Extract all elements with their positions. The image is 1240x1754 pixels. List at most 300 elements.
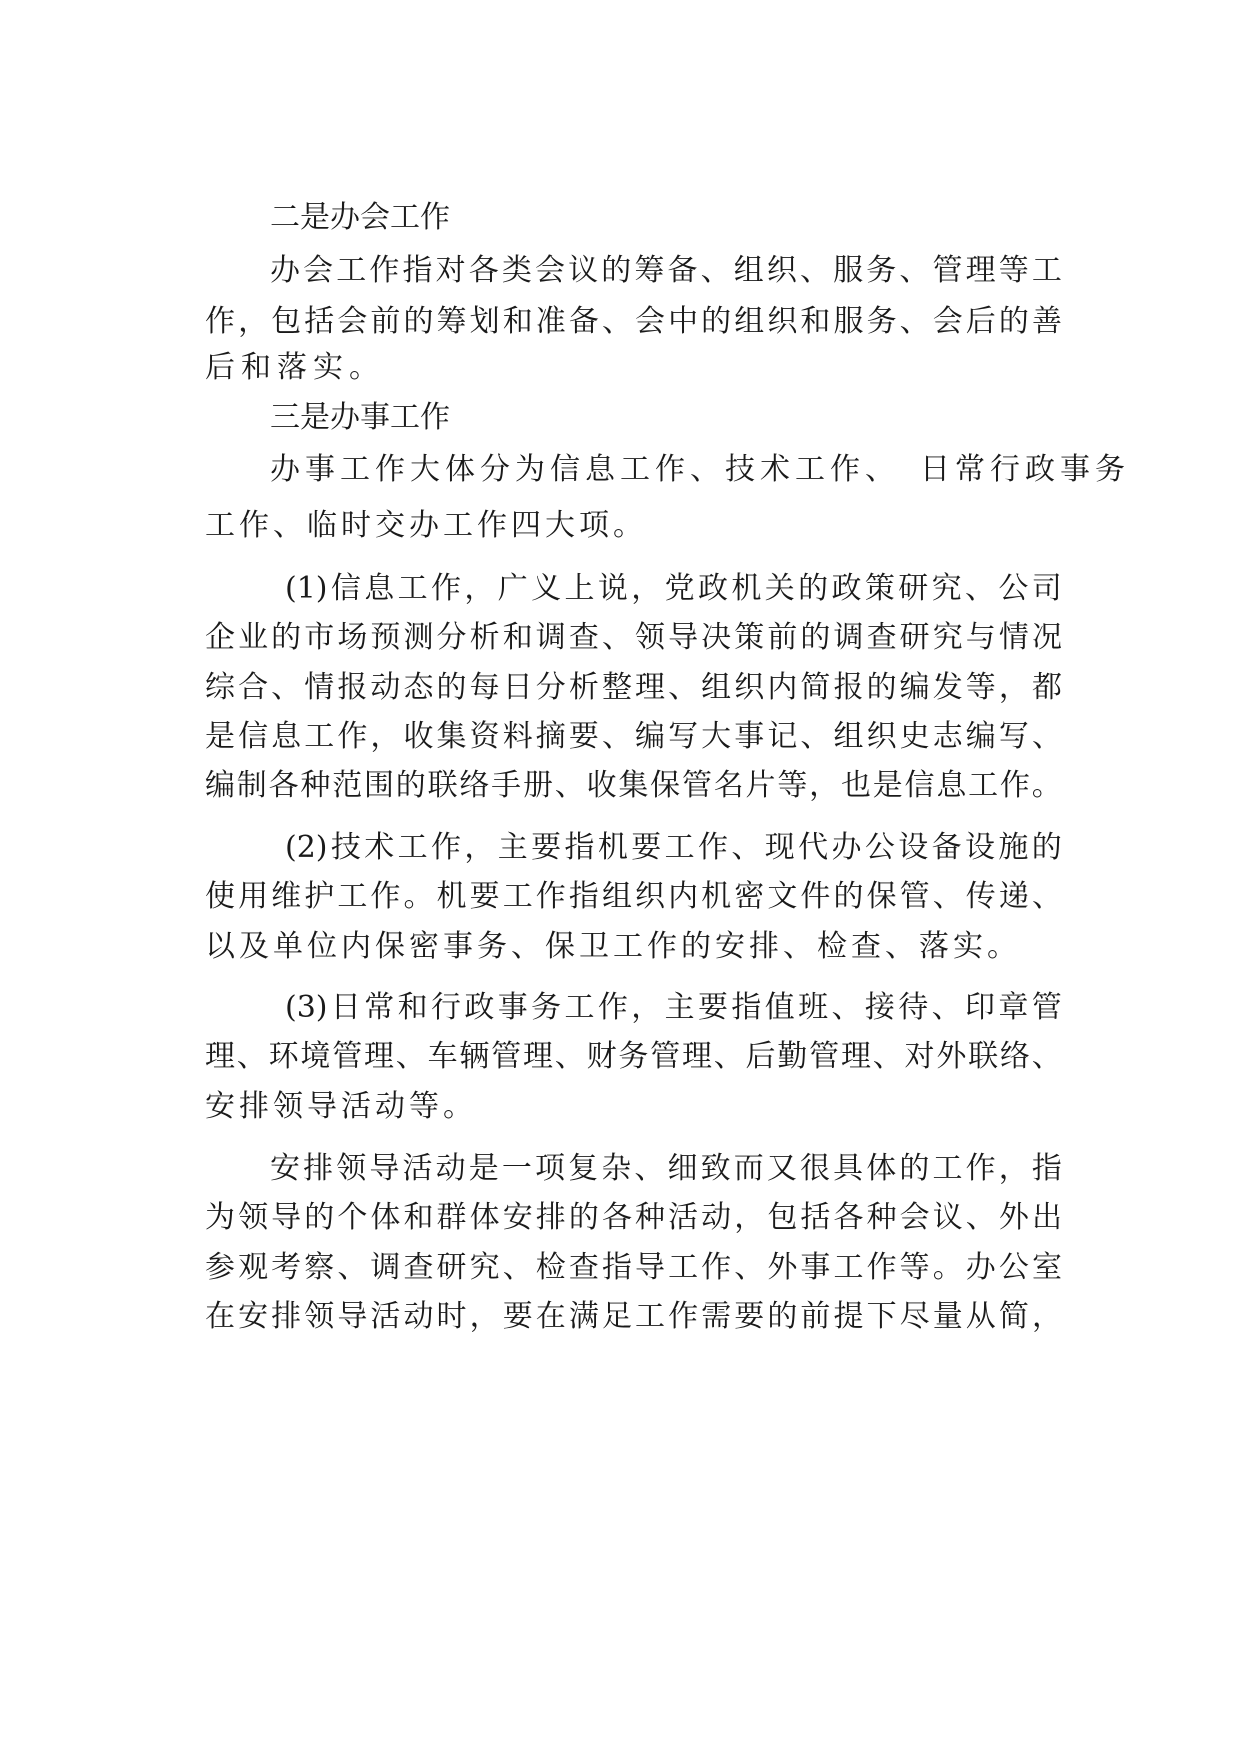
- glyph: ，: [734, 1200, 765, 1235]
- glyph: 。: [1031, 768, 1062, 803]
- glyph: 简: [998, 1299, 1029, 1334]
- glyph: 外: [998, 1200, 1029, 1235]
- glyph: 测: [403, 620, 434, 655]
- glyph: 市: [304, 620, 335, 655]
- glyph: 领: [238, 1200, 269, 1235]
- glyph: 策: [864, 571, 895, 606]
- glyph: 和: [502, 620, 533, 655]
- glyph: 体: [370, 1200, 401, 1235]
- glyph: 的: [767, 1299, 798, 1334]
- glyph: 排: [271, 1299, 302, 1334]
- glyph: 递: [998, 879, 1029, 914]
- glyph: 从: [965, 1299, 996, 1334]
- glyph: 技: [330, 830, 361, 865]
- glyph: 传: [965, 879, 996, 914]
- heading-ban-hui: 二是办会工作: [270, 200, 450, 235]
- glyph: 后: [965, 304, 996, 339]
- glyph: 作: [668, 1299, 699, 1334]
- glyph: 工: [932, 1151, 963, 1186]
- glyph: 的: [800, 620, 831, 655]
- glyph: 施: [998, 830, 1029, 865]
- glyph: ，: [464, 830, 495, 865]
- glyph: 政: [698, 571, 728, 606]
- paragraph-line: [0, 253, 1240, 289]
- glyph: 理: [205, 1039, 235, 1074]
- glyph: 息: [936, 768, 967, 803]
- paragraph-line: 工作、临时交办工作四大项。: [205, 508, 647, 543]
- paragraph-line: [0, 719, 1240, 755]
- glyph: 报: [337, 670, 368, 705]
- glyph: 究: [932, 620, 963, 655]
- glyph: 辆: [459, 1039, 490, 1074]
- glyph: 的: [899, 1151, 930, 1186]
- glyph: 研: [899, 620, 930, 655]
- glyph: 常: [364, 990, 395, 1025]
- paragraph-line: [0, 1250, 1240, 1286]
- glyph: 料: [502, 719, 533, 754]
- glyph: 和: [800, 304, 831, 339]
- glyph: 领: [336, 1151, 367, 1186]
- glyph: 是: [468, 1151, 499, 1186]
- glyph: 体: [866, 1151, 897, 1186]
- paragraph-line: [0, 620, 1240, 656]
- glyph: 种: [300, 768, 331, 803]
- glyph: 动: [701, 1200, 732, 1235]
- glyph: 导: [369, 1151, 400, 1186]
- glyph: 的: [798, 571, 829, 606]
- paragraph-line: [0, 304, 1240, 340]
- glyph: 管: [681, 768, 712, 803]
- glyph: 现: [764, 830, 795, 865]
- glyph: 围: [363, 768, 394, 803]
- glyph: 会: [899, 1200, 930, 1235]
- glyph: 领: [304, 1299, 335, 1334]
- glyph: 工: [664, 830, 695, 865]
- glyph: 大: [701, 719, 732, 754]
- glyph: 各: [268, 768, 299, 803]
- glyph: 为: [205, 1200, 235, 1235]
- glyph: 态: [403, 670, 434, 705]
- glyph: 也: [840, 768, 871, 803]
- glyph: 护: [304, 879, 335, 914]
- paragraph-line: [0, 571, 1240, 607]
- glyph: 名: [713, 768, 744, 803]
- glyph: 工: [564, 990, 595, 1025]
- glyph: 写: [998, 719, 1029, 754]
- glyph: 务: [618, 1039, 649, 1074]
- glyph: 指: [1031, 1151, 1062, 1186]
- glyph: 查: [866, 620, 897, 655]
- glyph: 会: [932, 304, 963, 339]
- glyph: 领: [635, 620, 666, 655]
- glyph: 而: [733, 1151, 764, 1186]
- glyph: 会: [635, 304, 666, 339]
- glyph: 手: [491, 768, 522, 803]
- glyph: 编: [205, 768, 235, 803]
- glyph: 考: [271, 1250, 302, 1285]
- glyph: 指: [568, 879, 599, 914]
- glyph: 活: [370, 1299, 401, 1334]
- glyph: 集: [618, 768, 649, 803]
- glyph: 前: [800, 1299, 831, 1334]
- glyph: 包: [767, 1200, 798, 1235]
- glyph: 析: [469, 620, 500, 655]
- glyph: 查: [568, 620, 599, 655]
- glyph: 研: [436, 1250, 467, 1285]
- glyph: 工: [337, 879, 368, 914]
- glyph: 、: [731, 830, 762, 865]
- glyph: 关: [764, 571, 795, 606]
- glyph: 、: [1031, 719, 1062, 754]
- glyph: 资: [469, 719, 500, 754]
- glyph: 导: [337, 1299, 368, 1334]
- glyph: 班: [798, 990, 829, 1025]
- glyph: 织: [767, 304, 798, 339]
- glyph: 的: [998, 304, 1029, 339]
- glyph: 、: [554, 768, 585, 803]
- glyph: ，: [469, 1299, 500, 1334]
- glyph: 的: [271, 620, 302, 655]
- glyph: 机: [436, 879, 467, 914]
- glyph: 编: [635, 719, 666, 754]
- glyph: 具: [833, 1151, 864, 1186]
- glyph: 分: [436, 620, 467, 655]
- glyph: 筹: [436, 304, 467, 339]
- glyph: 动: [435, 1151, 466, 1186]
- glyph: 收: [403, 719, 434, 754]
- glyph: 简: [800, 670, 831, 705]
- glyph: 各: [601, 1200, 632, 1235]
- glyph: 项: [535, 1151, 565, 1186]
- glyph: 满: [568, 1299, 599, 1334]
- glyph: 行: [431, 990, 461, 1025]
- glyph: 等: [899, 1250, 930, 1285]
- glyph: 报: [833, 670, 864, 705]
- glyph: 息: [271, 719, 302, 754]
- glyph: 、: [965, 1200, 996, 1235]
- glyph: 室: [1031, 1250, 1062, 1285]
- glyph: 章: [998, 990, 1029, 1025]
- glyph: 尽: [899, 1299, 930, 1334]
- glyph: 需: [701, 1299, 732, 1334]
- glyph: 究: [469, 1250, 500, 1285]
- glyph: 致: [700, 1151, 731, 1186]
- glyph: 设: [965, 830, 995, 865]
- glyph: 导: [668, 620, 699, 655]
- glyph: 观: [238, 1250, 269, 1285]
- glyph: 体: [469, 1200, 500, 1235]
- glyph: 内: [668, 879, 699, 914]
- glyph: 备: [568, 304, 599, 339]
- glyph: 等: [998, 253, 1029, 288]
- glyph: 查: [403, 1250, 434, 1285]
- glyph: 勤: [777, 1039, 808, 1074]
- glyph: 联: [968, 1039, 999, 1074]
- glyph: 要: [734, 1299, 765, 1334]
- glyph: 细: [667, 1151, 698, 1186]
- glyph: 主: [497, 830, 528, 865]
- glyph: 指: [564, 830, 595, 865]
- glyph: 摘: [535, 719, 566, 754]
- glyph: 作: [370, 879, 401, 914]
- glyph: 议: [932, 1200, 963, 1235]
- glyph: 备: [931, 830, 962, 865]
- glyph: 记: [767, 719, 798, 754]
- glyph: 财: [586, 1039, 617, 1074]
- glyph: 前: [370, 304, 401, 339]
- glyph: 排: [303, 1151, 334, 1186]
- glyph: 要: [502, 1299, 533, 1334]
- glyph: 管: [899, 879, 930, 914]
- paragraph-line: 以及单位内保密事务、保卫工作的安排、检查、落实。: [205, 929, 1021, 964]
- glyph: 信: [238, 719, 269, 754]
- glyph: 和: [397, 990, 428, 1025]
- glyph: 志: [932, 719, 963, 754]
- glyph: 善: [1031, 304, 1062, 339]
- glyph: 是: [872, 768, 903, 803]
- glyph: 络: [459, 768, 490, 803]
- glyph: 文: [767, 879, 798, 914]
- glyph: 一: [501, 1151, 532, 1186]
- paragraph-line: 后和落实。: [205, 350, 385, 385]
- glyph: 要: [698, 990, 728, 1025]
- glyph: 等: [777, 768, 808, 803]
- glyph: 、: [800, 253, 830, 288]
- glyph: 、: [1031, 879, 1062, 914]
- glyph: 日: [502, 670, 533, 705]
- glyph: 分: [535, 670, 566, 705]
- glyph: 政: [831, 571, 862, 606]
- glyph: 务: [866, 304, 897, 339]
- glyph: 检: [535, 1250, 566, 1285]
- glyph: 析: [568, 670, 599, 705]
- glyph: 复: [568, 1151, 599, 1186]
- glyph: 内: [767, 670, 798, 705]
- heading-ban-shi: 三是办事工作: [270, 400, 450, 435]
- glyph: 密: [734, 879, 765, 914]
- glyph: 日: [330, 990, 361, 1025]
- glyph: 、: [668, 670, 699, 705]
- glyph: 要: [531, 830, 562, 865]
- glyph: 组: [734, 304, 765, 339]
- glyph: 种: [635, 1200, 666, 1235]
- glyph: 用: [238, 879, 269, 914]
- glyph: 服: [833, 304, 864, 339]
- glyph: 联: [427, 768, 458, 803]
- glyph: 集: [436, 719, 467, 754]
- glyph: 调: [833, 620, 864, 655]
- glyph: 导: [635, 1250, 666, 1285]
- glyph: 编: [899, 670, 930, 705]
- glyph: 作: [698, 830, 728, 865]
- glyph: 工: [397, 571, 428, 606]
- glyph: 册: [522, 768, 553, 803]
- glyph: 公: [998, 571, 1029, 606]
- glyph: 、: [601, 620, 632, 655]
- glyph: 都: [1031, 670, 1062, 705]
- glyph: 、: [899, 304, 930, 339]
- glyph: 时: [436, 1299, 467, 1334]
- glyph: 值: [764, 990, 795, 1025]
- glyph: 理: [681, 1039, 712, 1074]
- glyph: 整: [601, 670, 632, 705]
- glyph: 量: [932, 1299, 963, 1334]
- glyph: 络: [999, 1039, 1030, 1074]
- glyph: 、: [395, 1039, 426, 1074]
- glyph: 。: [403, 879, 434, 914]
- glyph: 作: [999, 768, 1030, 803]
- glyph: 和: [403, 1200, 434, 1235]
- glyph: 准: [535, 304, 566, 339]
- glyph: 议: [568, 253, 599, 288]
- glyph: 工: [833, 1250, 864, 1285]
- glyph: 工: [336, 253, 367, 288]
- glyph: 工: [968, 768, 999, 803]
- glyph: 组: [701, 670, 732, 705]
- glyph: 、: [1031, 1039, 1062, 1074]
- glyph: 各: [468, 253, 499, 288]
- glyph: 的: [568, 1200, 599, 1235]
- glyph: 包: [271, 304, 302, 339]
- glyph: 党: [664, 571, 695, 606]
- glyph: 片: [745, 768, 776, 803]
- glyph: 管: [491, 1039, 522, 1074]
- glyph: ，: [631, 990, 662, 1025]
- paragraph-line: 安排领导活动等。: [205, 1089, 477, 1124]
- glyph: 各: [833, 1200, 864, 1235]
- glyph: 参: [205, 1250, 235, 1285]
- glyph: 、: [236, 1039, 267, 1074]
- glyph: 理: [522, 1039, 553, 1074]
- glyph: 、: [899, 253, 930, 288]
- glyph: 中: [668, 304, 699, 339]
- glyph: 办: [831, 830, 862, 865]
- glyph: 的: [866, 670, 897, 705]
- glyph: 外: [936, 1039, 967, 1074]
- glyph: 组: [733, 253, 764, 288]
- glyph: 后: [745, 1039, 776, 1074]
- paragraph-line: 办事工作大体分为信息工作、技术工作、 日常行政事务: [270, 452, 1130, 487]
- glyph: 划: [469, 304, 500, 339]
- glyph: 的: [395, 768, 426, 803]
- glyph: ，: [1031, 1299, 1062, 1334]
- glyph: 很: [800, 1151, 830, 1186]
- glyph: 场: [337, 620, 368, 655]
- glyph: 预: [370, 620, 401, 655]
- glyph: 活: [668, 1200, 699, 1235]
- glyph: 工: [397, 830, 428, 865]
- glyph: 情: [998, 620, 1029, 655]
- glyph: 、: [932, 879, 963, 914]
- glyph: 外: [767, 1250, 798, 1285]
- glyph: 作: [337, 719, 368, 754]
- glyph: 范: [332, 768, 363, 803]
- glyph: (2): [285, 830, 328, 865]
- glyph: 群: [436, 1200, 467, 1235]
- glyph: 、: [800, 719, 831, 754]
- glyph: 杂: [601, 1151, 632, 1186]
- glyph: 作: [205, 304, 235, 339]
- glyph: 事: [800, 1250, 831, 1285]
- glyph: 调: [370, 1250, 401, 1285]
- glyph: 工: [635, 1299, 666, 1334]
- glyph: 究: [931, 571, 962, 606]
- glyph: 与: [965, 620, 996, 655]
- paragraph-line: [0, 879, 1240, 915]
- glyph: 的: [833, 879, 864, 914]
- paragraph-line: [0, 830, 1240, 866]
- glyph: 办: [270, 253, 300, 288]
- glyph: 合: [238, 670, 269, 705]
- glyph: 作: [535, 879, 566, 914]
- glyph: 织: [734, 670, 765, 705]
- glyph: 综: [205, 670, 235, 705]
- glyph: 、: [502, 1250, 533, 1285]
- paragraph-line: [0, 670, 1240, 706]
- glyph: 的: [701, 304, 732, 339]
- glyph: 指: [731, 990, 762, 1025]
- glyph: 企: [205, 620, 235, 655]
- glyph: 司: [1031, 571, 1062, 606]
- glyph: 查: [568, 1250, 599, 1285]
- glyph: 管: [1031, 990, 1062, 1025]
- glyph: 的: [304, 1200, 335, 1235]
- glyph: 广: [497, 571, 528, 606]
- glyph: 、: [734, 1250, 765, 1285]
- glyph: (3): [285, 990, 328, 1025]
- glyph: 足: [601, 1299, 632, 1334]
- glyph: 保: [650, 768, 681, 803]
- glyph: 作: [369, 253, 400, 288]
- glyph: 主: [664, 990, 695, 1025]
- glyph: 织: [866, 719, 897, 754]
- glyph: 决: [701, 620, 732, 655]
- glyph: 工: [1031, 253, 1062, 288]
- glyph: 在: [205, 1299, 235, 1334]
- glyph: 括: [304, 304, 335, 339]
- glyph: 发: [932, 670, 963, 705]
- glyph: 理: [363, 1039, 394, 1074]
- glyph: 。: [932, 1250, 963, 1285]
- glyph: 工: [304, 719, 335, 754]
- glyph: 导: [271, 1200, 302, 1235]
- glyph: 理: [965, 253, 996, 288]
- glyph: 编: [965, 719, 996, 754]
- glyph: 在: [535, 1299, 566, 1334]
- glyph: 、: [271, 670, 302, 705]
- glyph: 保: [866, 879, 897, 914]
- glyph: 筹: [634, 253, 665, 288]
- glyph: 会: [535, 253, 565, 288]
- glyph: 情: [304, 670, 335, 705]
- glyph: 息: [364, 571, 395, 606]
- glyph: 是: [205, 719, 235, 754]
- glyph: 组: [833, 719, 864, 754]
- glyph: 说: [597, 571, 628, 606]
- glyph: 安: [270, 1151, 300, 1186]
- glyph: 务: [866, 253, 897, 288]
- glyph: 事: [497, 990, 528, 1025]
- glyph: 管: [809, 1039, 840, 1074]
- glyph: 环: [268, 1039, 299, 1074]
- glyph: 车: [427, 1039, 458, 1074]
- glyph: 工: [502, 879, 533, 914]
- glyph: 下: [866, 1299, 897, 1334]
- glyph: 察: [304, 1250, 335, 1285]
- glyph: 的: [403, 304, 434, 339]
- glyph: 收: [586, 768, 617, 803]
- glyph: 信: [904, 768, 935, 803]
